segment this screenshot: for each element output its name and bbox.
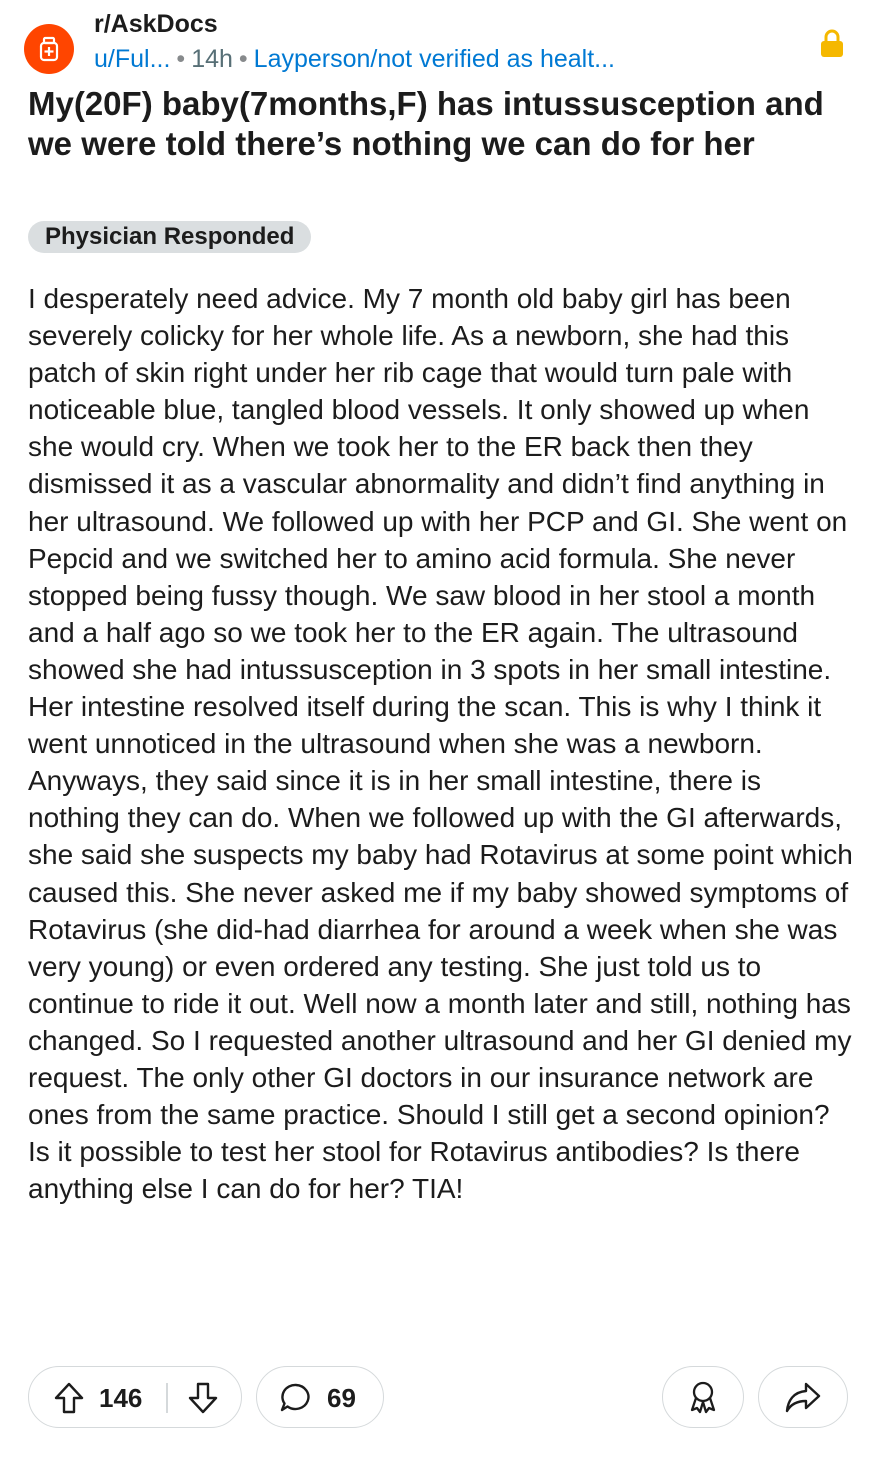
post-action-bar: [28, 1366, 848, 1430]
meta-separator: •: [238, 45, 248, 73]
post-header: [24, 10, 854, 73]
subreddit-avatar-icon: [36, 36, 62, 62]
comments-button[interactable]: [256, 1366, 384, 1428]
author-username[interactable]: u/Ful...: [94, 45, 171, 73]
share-arrow-icon: [784, 1380, 822, 1414]
comment-count: 69: [327, 1383, 356, 1413]
subreddit-name[interactable]: r/AskDocs: [94, 10, 218, 38]
post-meta-row: [94, 44, 794, 74]
vote-control: [28, 1366, 242, 1428]
meta-separator: •: [176, 45, 186, 73]
post-body: I desperately need advice. My 7 month old baby girl has been severely colicky for her whole life. As a newborn, she had this patch of skin right under her rib cage that would turn pale with noticeable blue, tangled blood vessels. It only showed up when she would cry. When we took her to the ER back then they dismissed it as a vascular abnormality and didn’t find anything in her ultrasound. We followed up with her PCP and GI. She went on Pepcid and we switched her to amino acid formula. She never stopped being fussy though. We saw blood in her stool a month and a half ago so we took her to the ER again. The ultrasound showed she had intussusception in 3 spots in her small intestine. Her intestine resolved itself during the scan. This is why I think it went unnoticed in the ultrasound when she was a newborn. Anyways, they said since it is in her small intestine, there is nothing they can do. When we followed up with the GI afterwards, she said she suspects my baby had Rotavirus at some point which caused this. She never asked me if my baby showed symptoms of Rotavirus (she did-had diarrhea for around a week when she was very young) or even ordered any testing. She just told us to continue to ride it out. Well now a month later and still, nothing has changed. So I requested another ultrasound and her GI denied my request. The only other GI doctors in our insurance network are ones from the same practice. Should I still get a second opinion? Is it possible to test her stool for Rotavirus antibodies? Is there anything else I can do for her? TIA!: [28, 283, 853, 1205]
downvote-arrow-icon[interactable]: [187, 1381, 219, 1415]
subreddit-avatar[interactable]: [24, 24, 74, 74]
post-meta: [94, 10, 794, 74]
vote-divider: [166, 1383, 168, 1413]
award-button[interactable]: [662, 1366, 744, 1428]
upvote-arrow-icon[interactable]: [53, 1381, 85, 1415]
share-button[interactable]: [758, 1366, 848, 1428]
user-flair: Layperson/not verified as healt...: [253, 45, 615, 73]
upvote-count: 146: [99, 1383, 143, 1413]
comment-bubble-icon: [279, 1381, 313, 1415]
post-time: 14h: [191, 45, 233, 73]
lock-icon: [818, 28, 846, 58]
award-ribbon-icon: [686, 1379, 720, 1415]
post-title[interactable]: My(20F) baby(7months,F) has intussusception and we were told there’s nothing we can do for her: [28, 85, 824, 162]
post-flair-badge[interactable]: Physician Responded: [28, 221, 311, 253]
